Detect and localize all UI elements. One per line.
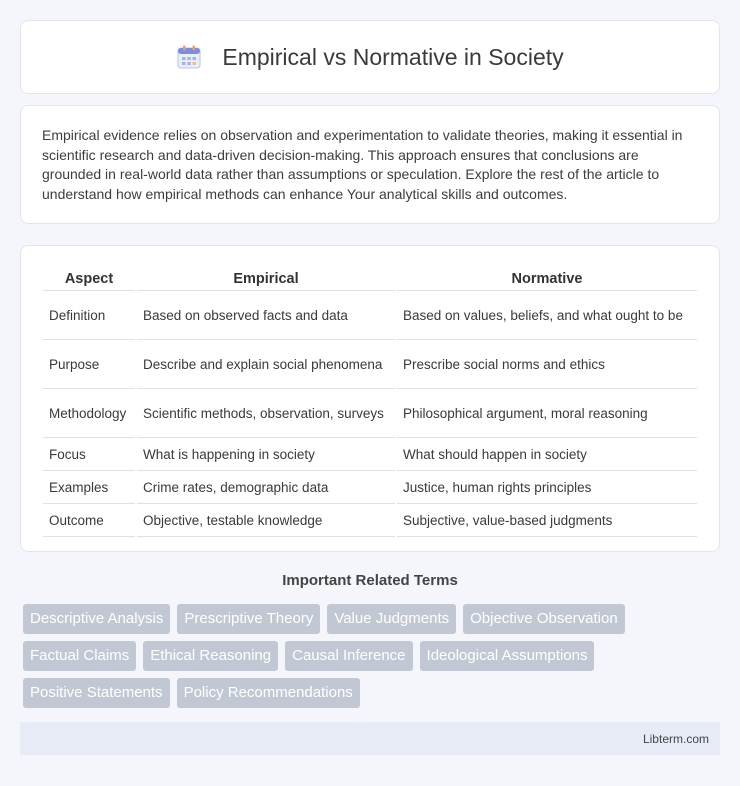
intro-card <box>20 105 720 224</box>
related-term-tag[interactable]: Positive Statements <box>23 678 170 708</box>
row-empirical: Based on observed facts and data <box>137 293 395 340</box>
footer-site-link[interactable]: Libterm.com <box>642 731 709 746</box>
related-term-tag[interactable]: Factual Claims <box>23 641 136 671</box>
row-normative: Based on values, beliefs, and what ought to be <box>397 293 697 340</box>
row-aspect: Purpose <box>43 342 135 389</box>
row-normative: Prescribe social norms and ethics <box>397 342 697 389</box>
related-term-tag[interactable]: Prescriptive Theory <box>177 604 320 634</box>
table-row <box>43 440 697 471</box>
related-term-tag[interactable]: Value Judgments <box>327 604 456 634</box>
column-header-normative: Normative <box>397 268 697 291</box>
table-row <box>43 342 697 389</box>
comparison-table <box>41 266 699 539</box>
related-term-tag[interactable]: Objective Observation <box>463 604 625 634</box>
related-term-tag[interactable]: Ideological Assumptions <box>420 641 595 671</box>
related-term-tag[interactable]: Ethical Reasoning <box>143 641 278 671</box>
row-empirical: Scientific methods, observation, surveys <box>137 391 395 438</box>
row-aspect: Methodology <box>43 391 135 438</box>
calendar-icon <box>176 44 202 70</box>
page-title: Empirical vs Normative in Society <box>222 43 564 70</box>
title-wrap <box>176 44 563 71</box>
related-term-tag[interactable]: Descriptive Analysis <box>23 604 170 634</box>
row-empirical: Describe and explain social phenomena <box>137 342 395 389</box>
intro-paragraph: Empirical evidence relies on observation and experimentation to validate theories, making it essential in scientific research and data-driven decision-making. This approach ensures that conclusions are grounded in real-world data rather than assumptions or speculation. Explore the rest of the article to understand how empirical methods can enhance Your analytical skills and outcomes. <box>42 127 683 202</box>
title-card <box>20 20 720 94</box>
table-row <box>43 506 697 537</box>
comparison-table-card <box>20 245 720 552</box>
column-header-empirical: Empirical <box>137 268 395 291</box>
table-row <box>43 391 697 438</box>
row-normative: Subjective, value-based judgments <box>397 506 697 537</box>
row-aspect: Focus <box>43 440 135 471</box>
row-empirical: What is happening in society <box>137 440 395 471</box>
row-empirical: Crime rates, demographic data <box>137 473 395 504</box>
row-aspect: Definition <box>43 293 135 340</box>
row-normative: Justice, human rights principles <box>397 473 697 504</box>
related-term-tag[interactable]: Causal Inference <box>285 641 412 671</box>
related-terms-title: Important Related Terms <box>282 572 458 589</box>
related-term-tag[interactable]: Policy Recommendations <box>177 678 360 708</box>
table-header-row <box>43 268 697 291</box>
related-terms-list <box>23 604 723 708</box>
footer <box>20 722 720 755</box>
row-normative: Philosophical argument, moral reasoning <box>397 391 697 438</box>
row-aspect: Outcome <box>43 506 135 537</box>
row-aspect: Examples <box>43 473 135 504</box>
row-empirical: Objective, testable knowledge <box>137 506 395 537</box>
column-header-aspect: Aspect <box>43 268 135 291</box>
row-normative: What should happen in society <box>397 440 697 471</box>
table-row <box>43 473 697 504</box>
table-row <box>43 293 697 340</box>
